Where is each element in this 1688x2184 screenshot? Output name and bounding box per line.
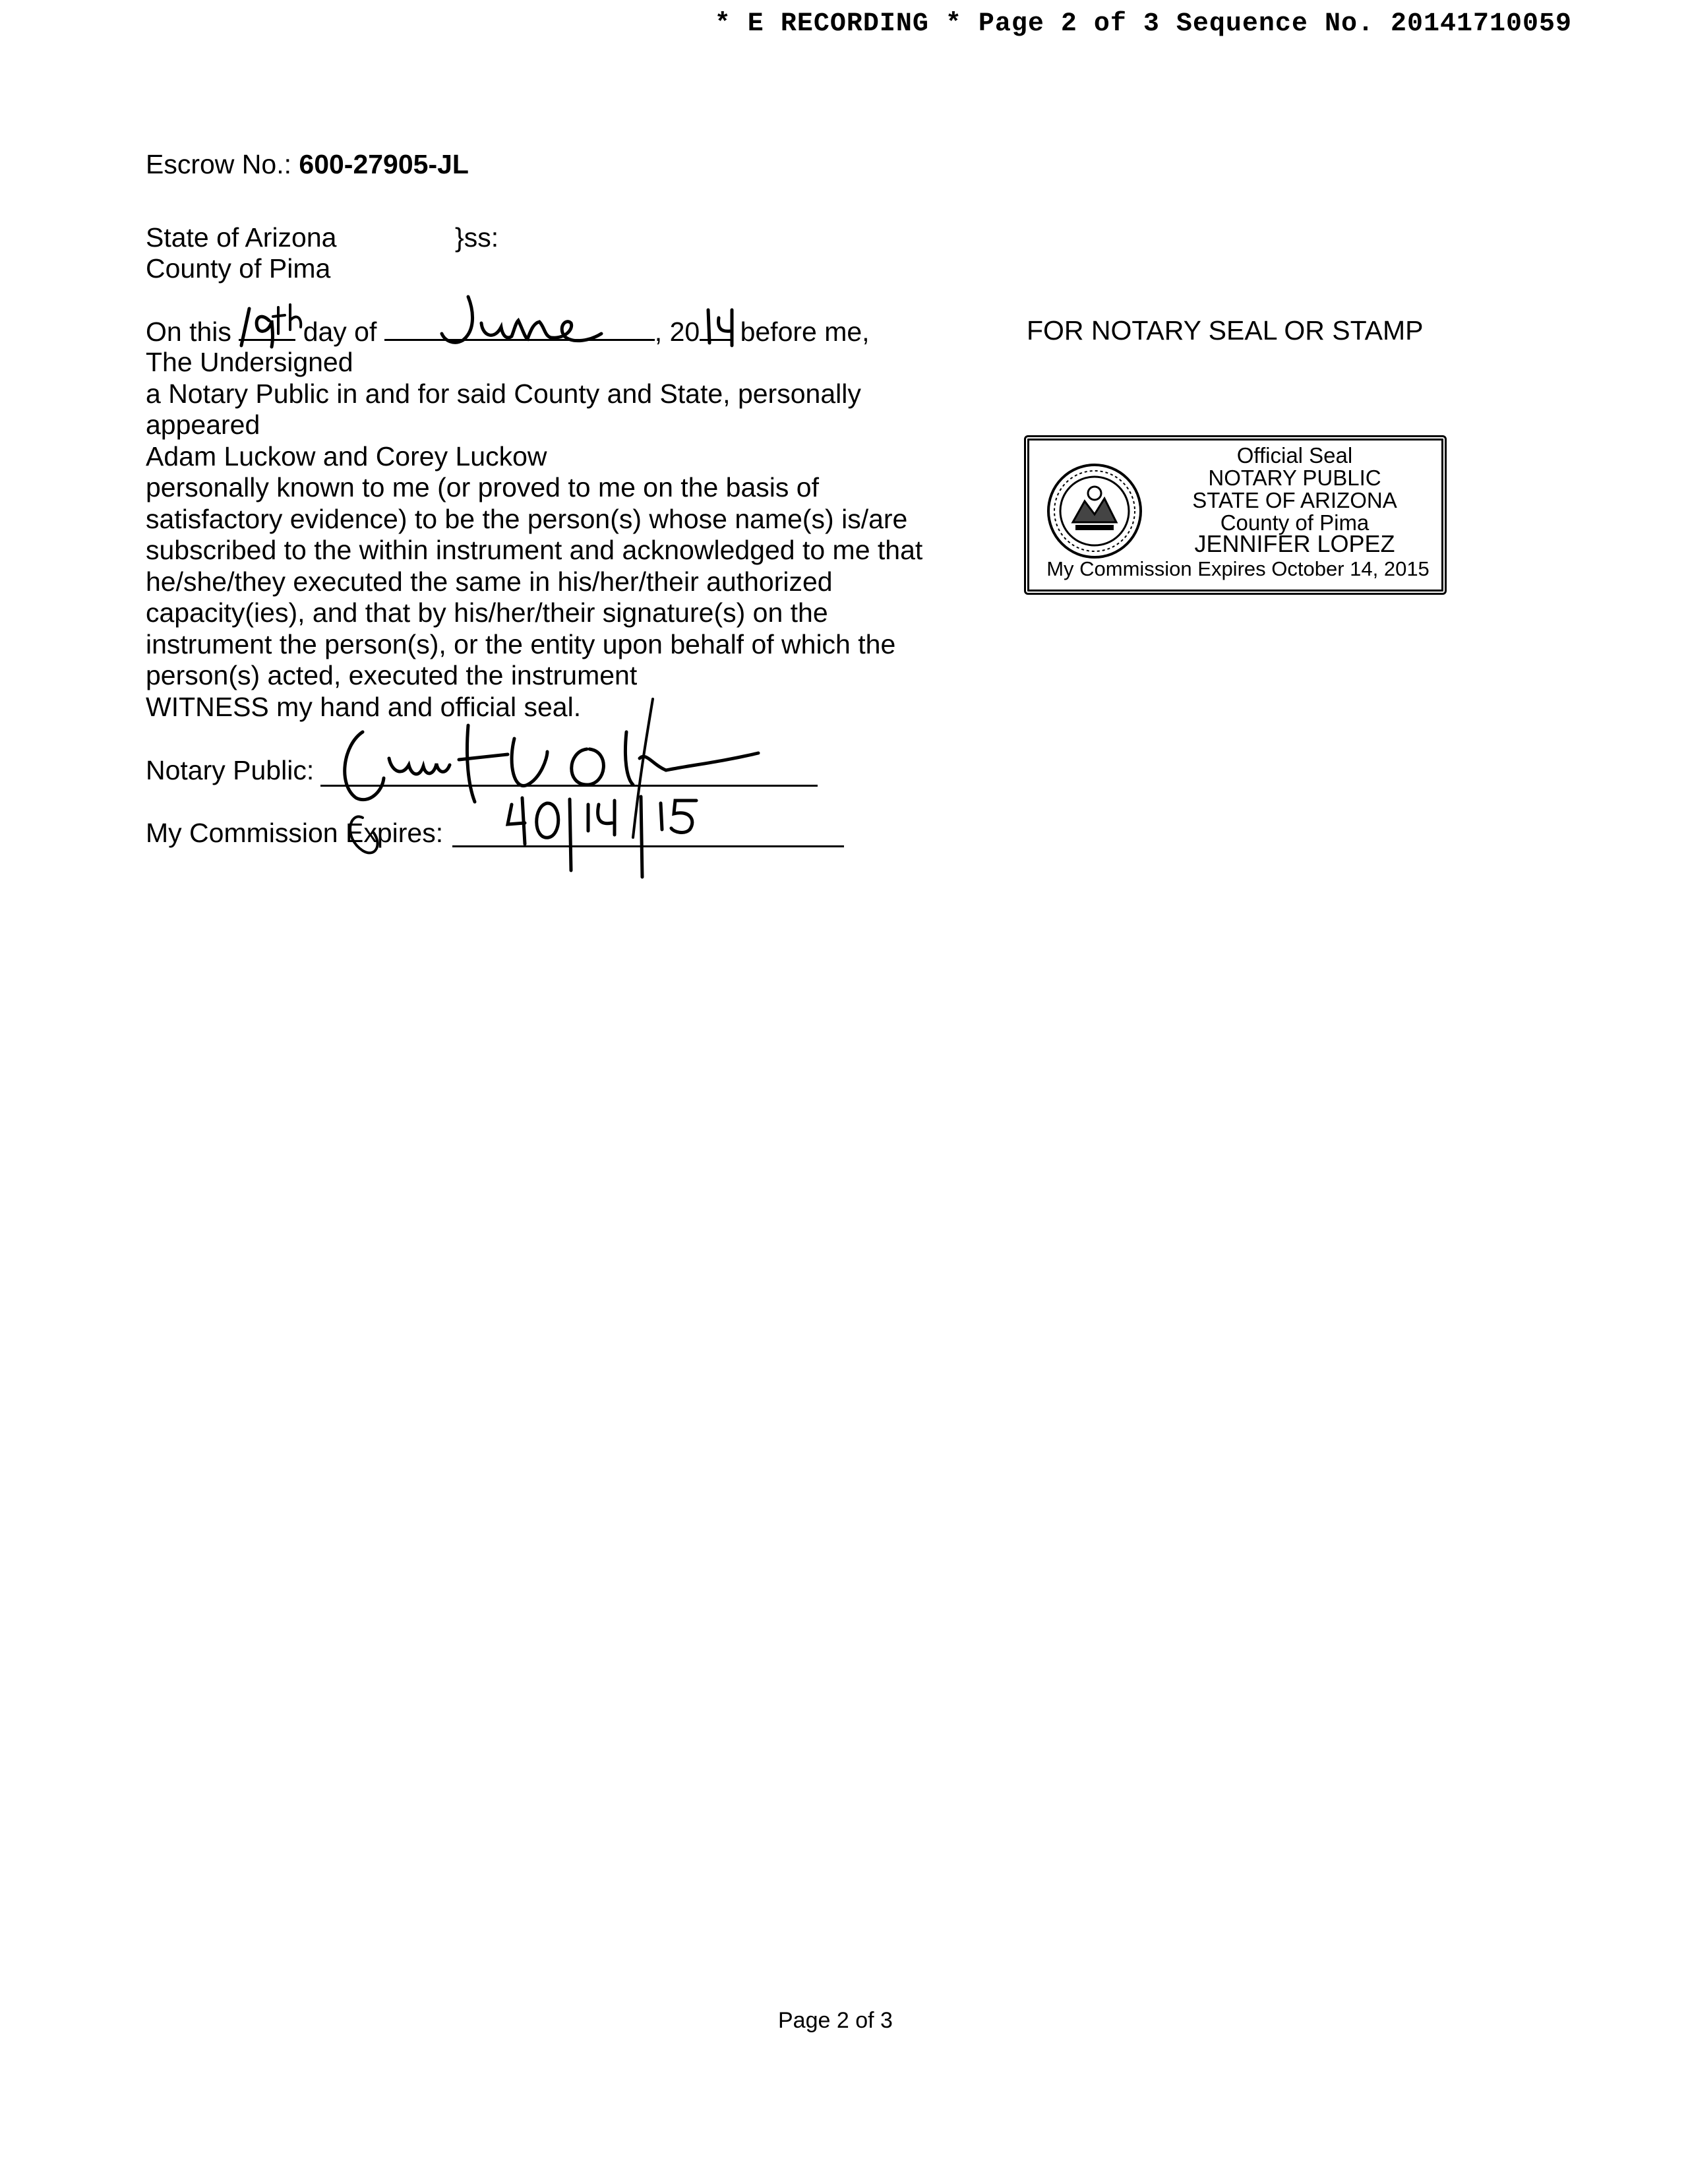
notary-stamp: [1024, 435, 1447, 595]
handwritten-month: [435, 290, 607, 349]
ack-line: subscribed to the within instrument and acknowledged to me that: [146, 535, 923, 565]
ack-line: instrument the person(s), or the entity upon behalf of which the: [146, 628, 896, 659]
handwritten-day: [235, 301, 327, 353]
stamp-line: JENNIFER LOPEZ: [1194, 530, 1395, 557]
ack-line: satisfactory evidence) to be the person(s) whose name(s) is/are: [146, 503, 908, 534]
stamp-line: County of Pima: [1220, 510, 1370, 535]
stamp-line: STATE OF ARIZONA: [1192, 488, 1397, 512]
state-line: State of Arizona: [146, 222, 337, 253]
recording-header: * E RECORDING * Page 2 of 3 Sequence No. 20141710059: [714, 9, 1572, 39]
stamp-line: Official Seal: [1236, 443, 1353, 468]
ss-marker: }ss:: [455, 222, 499, 253]
page-footer: Page 2 of 3: [778, 2008, 893, 2033]
ack-line: Adam Luckow and Corey Luckow: [146, 440, 547, 471]
ack-line: person(s) acted, executed the instrument: [146, 660, 638, 690]
acknowledgment-paragraph: [146, 347, 922, 723]
seal-heading: FOR NOTARY SEAL OR STAMP: [1027, 315, 1424, 346]
escrow-number-line: [146, 149, 469, 180]
handwritten-year: [702, 305, 748, 351]
ack-line: personally known to me (or proved to me on the basis of: [146, 472, 819, 502]
county-line: County of Pima: [146, 253, 331, 284]
arizona-seal-emblem: [1045, 462, 1144, 561]
commission-expires-label: My Commission Expires:: [146, 818, 444, 848]
ack-line: capacity(ies), and that by his/her/their signature(s) on the: [146, 597, 828, 628]
ack-line: The Undersigned: [146, 347, 353, 377]
escrow-number: 600-27905-JL: [299, 149, 469, 179]
ack-line: he/she/they executed the same in his/her/their authorized: [146, 566, 833, 597]
escrow-label: Escrow No.:: [146, 149, 299, 179]
ack-line: a Notary Public in and for said County and State, personally: [146, 378, 861, 409]
ack-line: appeared: [146, 410, 260, 440]
year-prefix: , 20: [654, 317, 700, 347]
stamp-line: My Commission Expires October 14, 2015: [1046, 557, 1430, 580]
before-me-label: before me,: [740, 317, 870, 347]
ack-line: WITNESS my hand and official seal.: [146, 691, 582, 722]
handwritten-expiry: [498, 791, 729, 884]
on-this-label: On this: [146, 317, 239, 347]
stamp-line: NOTARY PUBLIC: [1208, 466, 1381, 490]
day-of-label: day of: [303, 317, 384, 347]
notary-public-label: Notary Public:: [146, 755, 315, 785]
